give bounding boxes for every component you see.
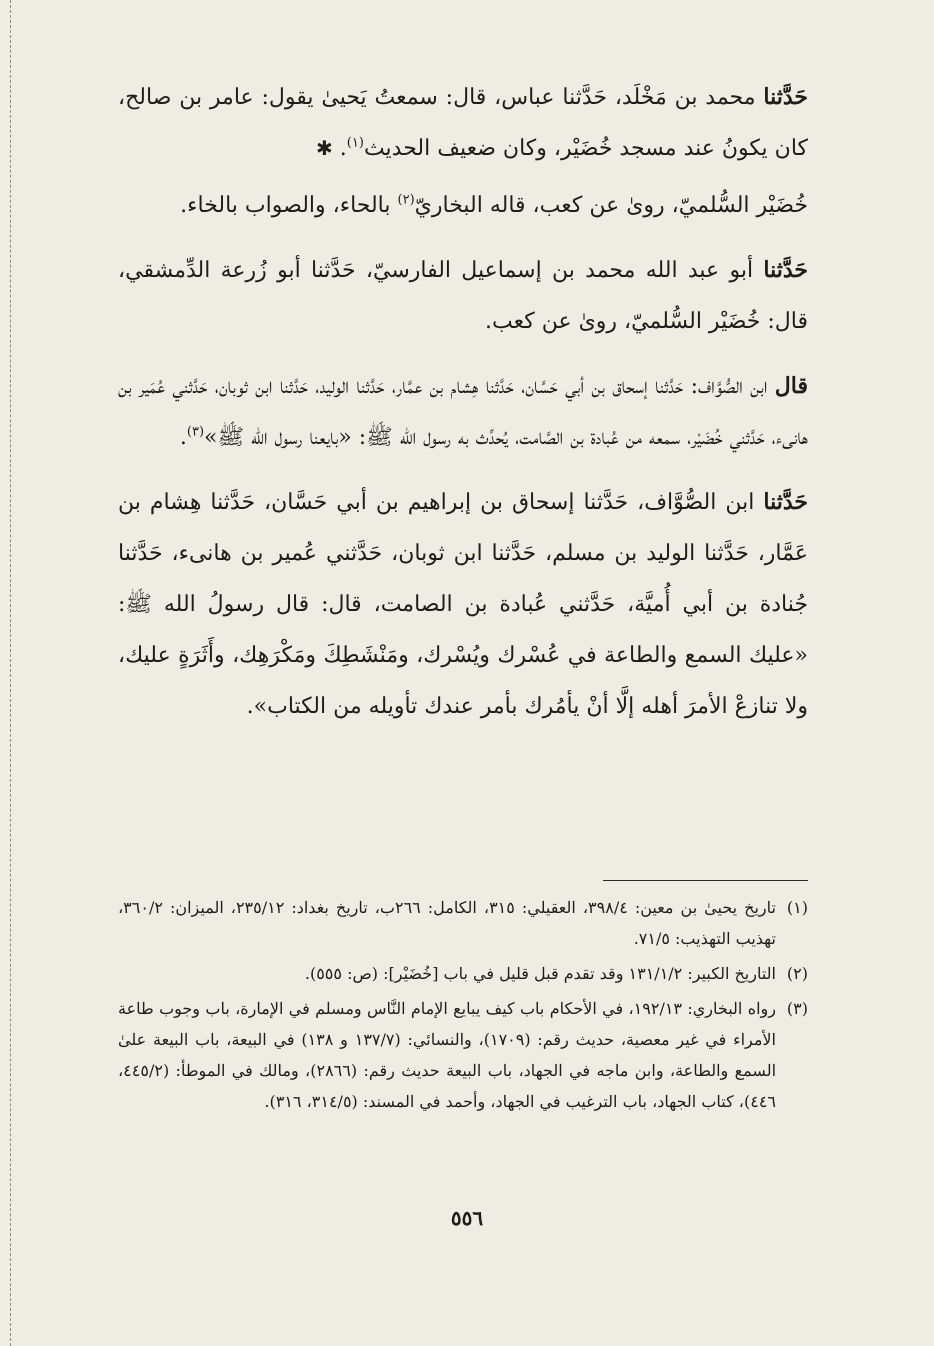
footnote-number: (٣) [786,999,808,1018]
footnotes [118,892,808,1121]
entry-5-text: ابن الصُّوَّاف، حَدَّثنا إسحاق بن إبراهيم بن أبي حَسَّان، حَدَّثنا هِشام بن عَمَّار، حَدَّثنا الوليد بن مسلم، حَدَّثنا ابن ثوبان، حَدَّثني عُمير بن هانىء، حَدَّثنا جُنادة بن أبي أُميَّة، حَدَّثني عُبادة بن الصامت، قال: قال رسولُ الله ﷺ: «عليك السمع والطاعة في عُسْرك ويُسْرك، ومَنْشَطِكَ ومَكْرَهِك، وأَثَرَةٍ عليك، ولا تنازعْ الأمرَ أهله إلَّا أنْ يأمُرك بأمر عندك تأويله من الكتاب». [118,490,808,719]
entry-5 [118,477,808,732]
entry-2-text: خُضَيْر السُّلميّ، روىٰ عن كعب، قاله البخاريّ [414,193,808,218]
footnote-number: (٢) [786,964,808,983]
binding-edge-line [10,0,11,1346]
footnote-ref-2: (٢) [397,192,415,208]
page-number: ٥٥٦ [450,1206,484,1230]
entry-4-lead: قال [774,373,808,399]
footnote-3 [118,993,808,1117]
entry-1-text: محمد بن مَخْلَد، حَدَّثنا عباس، قال: سمعتُ يَحيىٰ يقول: عامر بن صالح، كان يكونُ عند مسجد خُضَيْر، وكان ضعيف الحديث [118,85,808,161]
footnote-ref-1: (١) [346,135,364,151]
entry-1-tail: . [332,136,347,161]
page-body [118,72,808,732]
entry-4-text: ابن الصُّوَّاف: حَدَّثنا إسحاق بن أبي حَسَّان، حَدَّثنا هِشام بن عمَّار، حَدَّثنا الوليد، حَدَّثنا ابن ثوبان، حَدَّثني عُمَير بن هانىء، حَدَّثني خُضَيْر، سمعه من عُبادة بن الصَّامت، يُحدِّث به رسول الله ﷺ: «بايعنا رسول الله ﷺ» [118,374,808,450]
entry-1 [118,72,808,174]
entry-4-tail: . [179,425,187,450]
footnote-separator [603,880,808,881]
footnote-text: تاريخ يحيىٰ بن معين: ٣٩٨/٤، العقيلي: ٣١٥، الكامل: ٢٦٦ب، تاريخ بغداد: ٢٣٥/١٢، الميزان: ٣٦٠/٢، تهذيب التهذيب: ٧١/٥. [118,898,776,948]
footnote-text: التاريخ الكبير: ١٣١/١/٢ وقد تقدم قبل قليل في باب [خُضَيْر]: (ص: ٥٥٥). [304,964,776,983]
star-icon: ✱ [316,136,333,160]
entry-4 [118,361,808,463]
entry-2-tail: بالحاء، والصواب بالخاء. [180,193,398,218]
footnote-number: (١) [786,898,808,917]
footnote-2 [118,958,808,989]
entry-3-text: أبو عبد الله محمد بن إسماعيل الفارسيّ، حَدَّثنا أبو زُرعة الدِّمشقي، قال: خُضَيْر السُّلميّ، روىٰ عن كعب. [118,258,808,334]
entry-3-lead: حَدَّثنا [763,257,808,283]
footnote-ref-3: (٣) [186,424,205,440]
entry-1-lead: حَدَّثنا [763,84,808,110]
footnote-text: رواه البخاري: ١٩٢/١٣، في الأحكام باب كيف يبايع الإمام النَّاس ومسلم في الإمارة، باب وجوب طاعة الأمراء في غير معصية، حديث رقم: (١٧٠٩)، والنسائي: (١٣٧/٧ و ١٣٨) في البيعة، باب البيعة علىٰ السمع والطاعة، وابن ماجه في الجهاد، باب البيعة حديث رقم: (٢٨٦٦)، ومالك في الموطأ: (٤٤٥/٢، ٤٤٦)، كتاب الجهاد، باب الترغيب في الجهاد، وأحمد في المسند: (٣١٤/٥، ٣١٦). [118,999,777,1111]
entry-2 [118,180,808,231]
footnote-1 [118,892,808,954]
entry-3 [118,245,808,347]
entry-5-lead: حَدَّثنا [763,489,808,515]
